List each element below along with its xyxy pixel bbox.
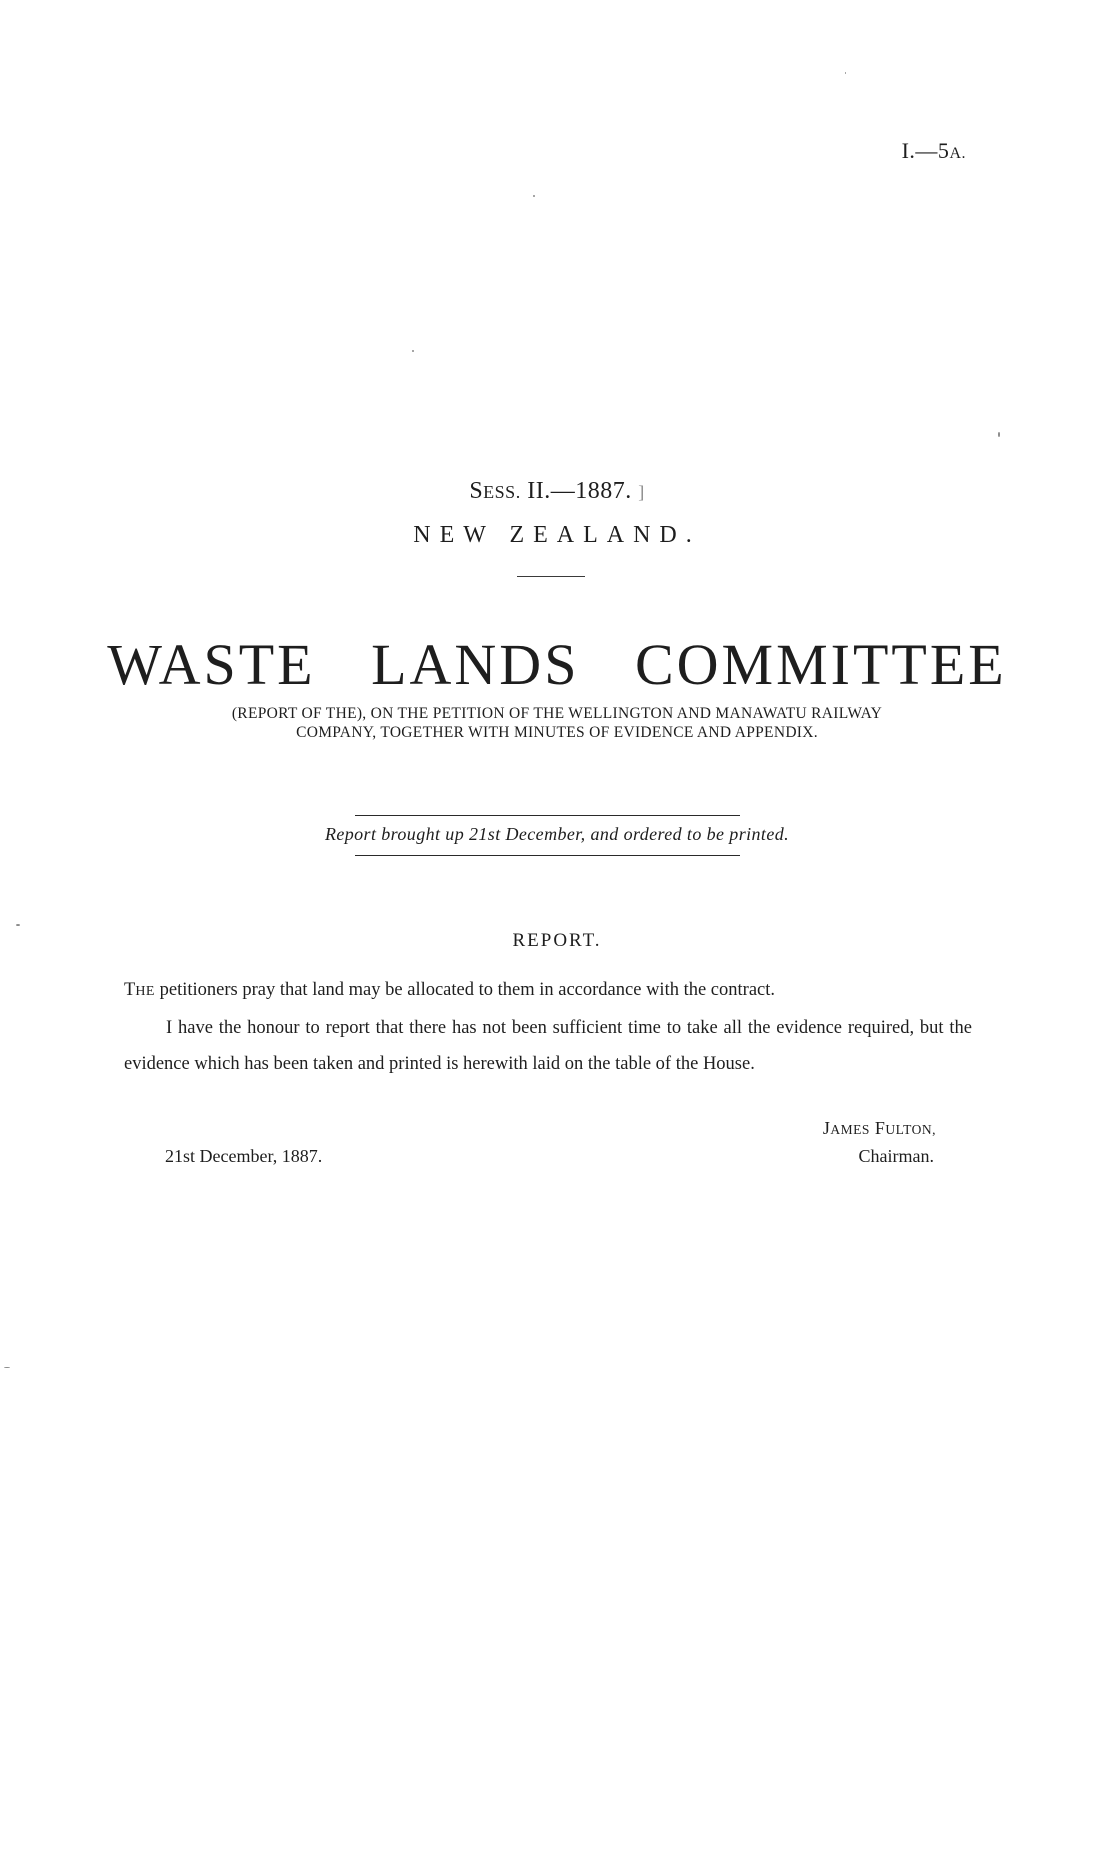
date-line: 21st December, 1887.: [165, 1146, 323, 1166]
report-heading: REPORT.: [512, 930, 602, 951]
short-divider: [517, 576, 585, 577]
scan-speck: [998, 432, 1000, 437]
scan-speck: [845, 72, 846, 74]
country-line: NEW ZEALAND.: [413, 522, 701, 548]
signature-first-initial: J: [822, 1118, 831, 1138]
scan-speck: [16, 924, 20, 926]
session-bracket: ]: [638, 482, 645, 502]
signature-name: [823, 1118, 936, 1139]
ordered-bottom-rule: [355, 855, 740, 856]
signature-title: Chairman.: [858, 1146, 934, 1166]
scan-speck: [533, 195, 535, 197]
subtitle-line-1: (REPORT OF THE), ON THE PETITION OF THE WELLINGTON AND MANAWATU RAILWAY: [231, 705, 883, 722]
para1-small-caps: HE: [135, 984, 155, 999]
session-first-letter: S: [469, 478, 484, 504]
subtitle-line-2: COMPANY, TOGETHER WITH MINUTES OF EVIDENCE AND APPENDIX.: [296, 724, 818, 741]
report-paragraph-1: [124, 972, 972, 1010]
page-reference-main: I.—5: [901, 138, 950, 163]
ordered-line: Report brought up 21st December, and ordered to be printed.: [324, 824, 790, 844]
report-body: [124, 972, 972, 1082]
main-title: WASTE LANDS COMMITTEE: [107, 632, 1007, 697]
signature-last-initial: F: [874, 1118, 886, 1138]
session-number: II.—1887.: [527, 478, 632, 504]
session-line: [0, 478, 1114, 505]
para1-first-letter: T: [124, 980, 136, 1000]
ordered-top-rule: [355, 815, 740, 816]
page-reference: [902, 138, 966, 164]
scan-speck: [4, 1367, 10, 1368]
page-reference-suffix: A.: [949, 145, 966, 162]
subtitle: [0, 704, 1114, 742]
report-paragraph-2: I have the honour to report that there has not been sufficient time to take all the evidence required, but the evidence which has been taken and printed is herewith laid on the table of the House.: [124, 1018, 972, 1074]
signature-last-rest: ULTON,: [885, 1122, 936, 1137]
para1-text: petitioners pray that land may be allocated to them in accordance with the contract.: [154, 980, 776, 1000]
signature-first-rest: AMES: [830, 1122, 870, 1137]
session-label: ESS.: [483, 482, 521, 502]
scan-speck: [412, 350, 414, 352]
